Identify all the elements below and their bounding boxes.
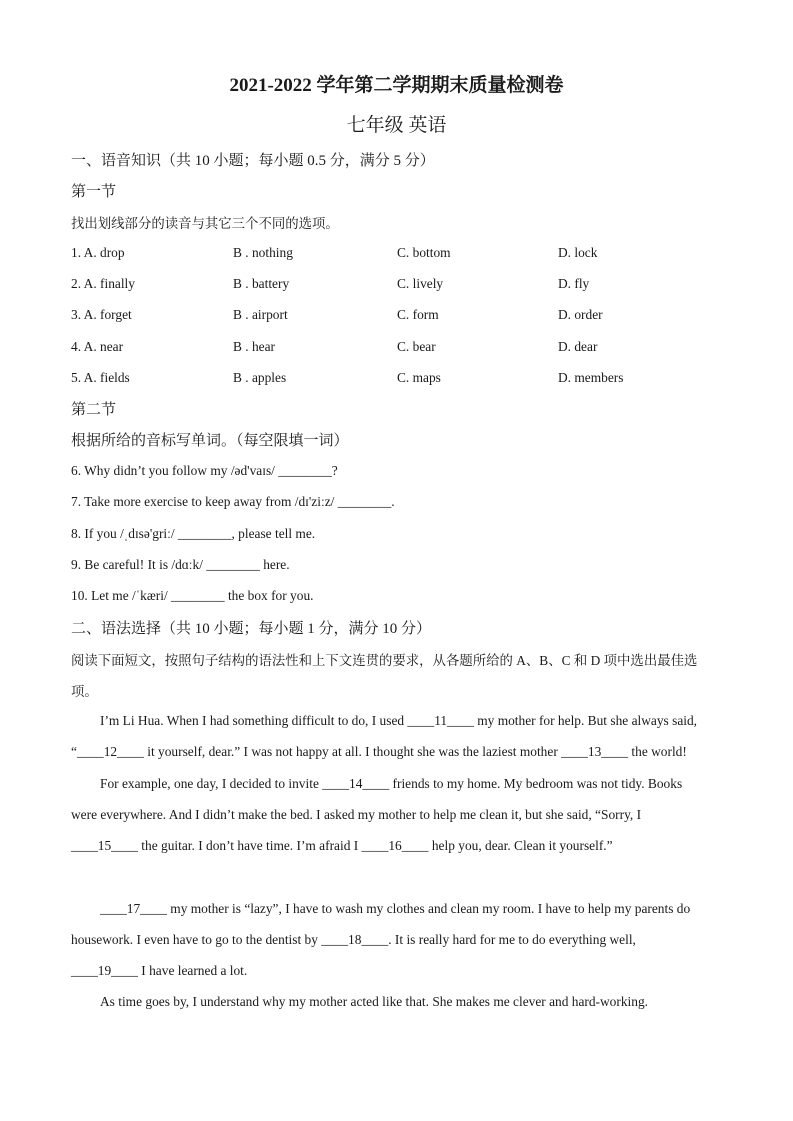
- phonetic-question: 6. Why didn’t you follow my /əd'vaɪs/ ________?: [71, 463, 338, 478]
- passage-line: housework. I even have to go to the dentist by ____18____. It is really hard for me to do everything well,: [71, 932, 636, 947]
- option-a: 1. A. drop: [71, 245, 125, 260]
- passage-line: ____19____ I have learned a lot.: [71, 963, 248, 978]
- part2-heading: 二、语法选择（共 10 小题；每小题 1 分，满分 10 分）: [71, 621, 432, 637]
- passage-line: For example, one day, I decided to invite ____14____ friends to my home. My bedroom was not tidy. Books: [100, 776, 683, 791]
- option-d: D. fly: [558, 276, 590, 291]
- phonetic-question: 7. Take more exercise to keep away from /dɪ'ziːz/ ________.: [71, 494, 395, 509]
- section1-instruction: 找出划线部分的读音与其它三个不同的选项。: [71, 216, 339, 231]
- part2-instruction: 阅读下面短文，按照句子结构的语法性和上下文连贯的要求，从各题所给的 A、B、C 和 D 项中选出最佳选: [71, 653, 698, 668]
- option-c: C. lively: [397, 276, 444, 291]
- exam-title: 2021-2022 学年第二学期期末质量检测卷: [229, 75, 564, 96]
- option-a: 2. A. finally: [71, 276, 135, 291]
- phonetic-question: 8. If you /ˌdɪsə'griː/ ________, please tell me.: [71, 526, 316, 541]
- phonetic-question: 10. Let me /ˈkæri/ ________ the box for you.: [71, 588, 314, 603]
- option-b: B . nothing: [233, 245, 293, 260]
- option-b: B . battery: [233, 276, 290, 291]
- option-d: D. lock: [558, 245, 598, 260]
- option-d: D. members: [558, 370, 624, 385]
- exam-subtitle: 七年级 英语: [346, 115, 447, 136]
- option-b: B . hear: [233, 339, 276, 354]
- option-a: 3. A. forget: [71, 307, 132, 322]
- passage-line: “____12____ it yourself, dear.” I was not happy at all. I thought she was the laziest mother ____13____ the world!: [71, 744, 687, 759]
- section1-label: 第一节: [71, 184, 117, 200]
- option-b: B . airport: [233, 307, 288, 322]
- passage-line: I’m Li Hua. When I had something difficult to do, I used ____11____ my mother for help. But she always said,: [100, 713, 698, 728]
- passage-line: ____15____ the guitar. I don’t have time. I’m afraid I ____16____ help you, dear. Clean it yourself.”: [71, 838, 613, 853]
- passage-line: As time goes by, I understand why my mother acted like that. She makes me clever and hard-working.: [100, 994, 648, 1009]
- passage-line: ____17____ my mother is “lazy”, I have to wash my clothes and clean my room. I have to help my parents do: [100, 901, 691, 916]
- phonetic-question: 9. Be careful! It is /dɑːk/ ________ here.: [71, 557, 290, 572]
- part1-heading: 一、语音知识（共 10 小题；每小题 0.5 分，满分 5 分）: [71, 153, 435, 169]
- option-c: C. bottom: [397, 245, 451, 260]
- section2-label: 第二节: [71, 402, 117, 418]
- option-c: C. form: [397, 307, 439, 322]
- option-d: D. order: [558, 307, 603, 322]
- part2-instruction-cont: 项。: [71, 684, 98, 699]
- section2-instruction: 根据所给的音标写单词。（每空限填一词）: [71, 433, 349, 449]
- option-c: C. bear: [397, 339, 436, 354]
- option-b: B . apples: [233, 370, 287, 385]
- option-d: D. dear: [558, 339, 598, 354]
- option-a: 5. A. fields: [71, 370, 130, 385]
- passage-line: were everywhere. And I didn’t make the bed. I asked my mother to help me clean it, but she said, “Sorry, I: [71, 807, 642, 822]
- option-a: 4. A. near: [71, 339, 124, 354]
- option-c: C. maps: [397, 370, 441, 385]
